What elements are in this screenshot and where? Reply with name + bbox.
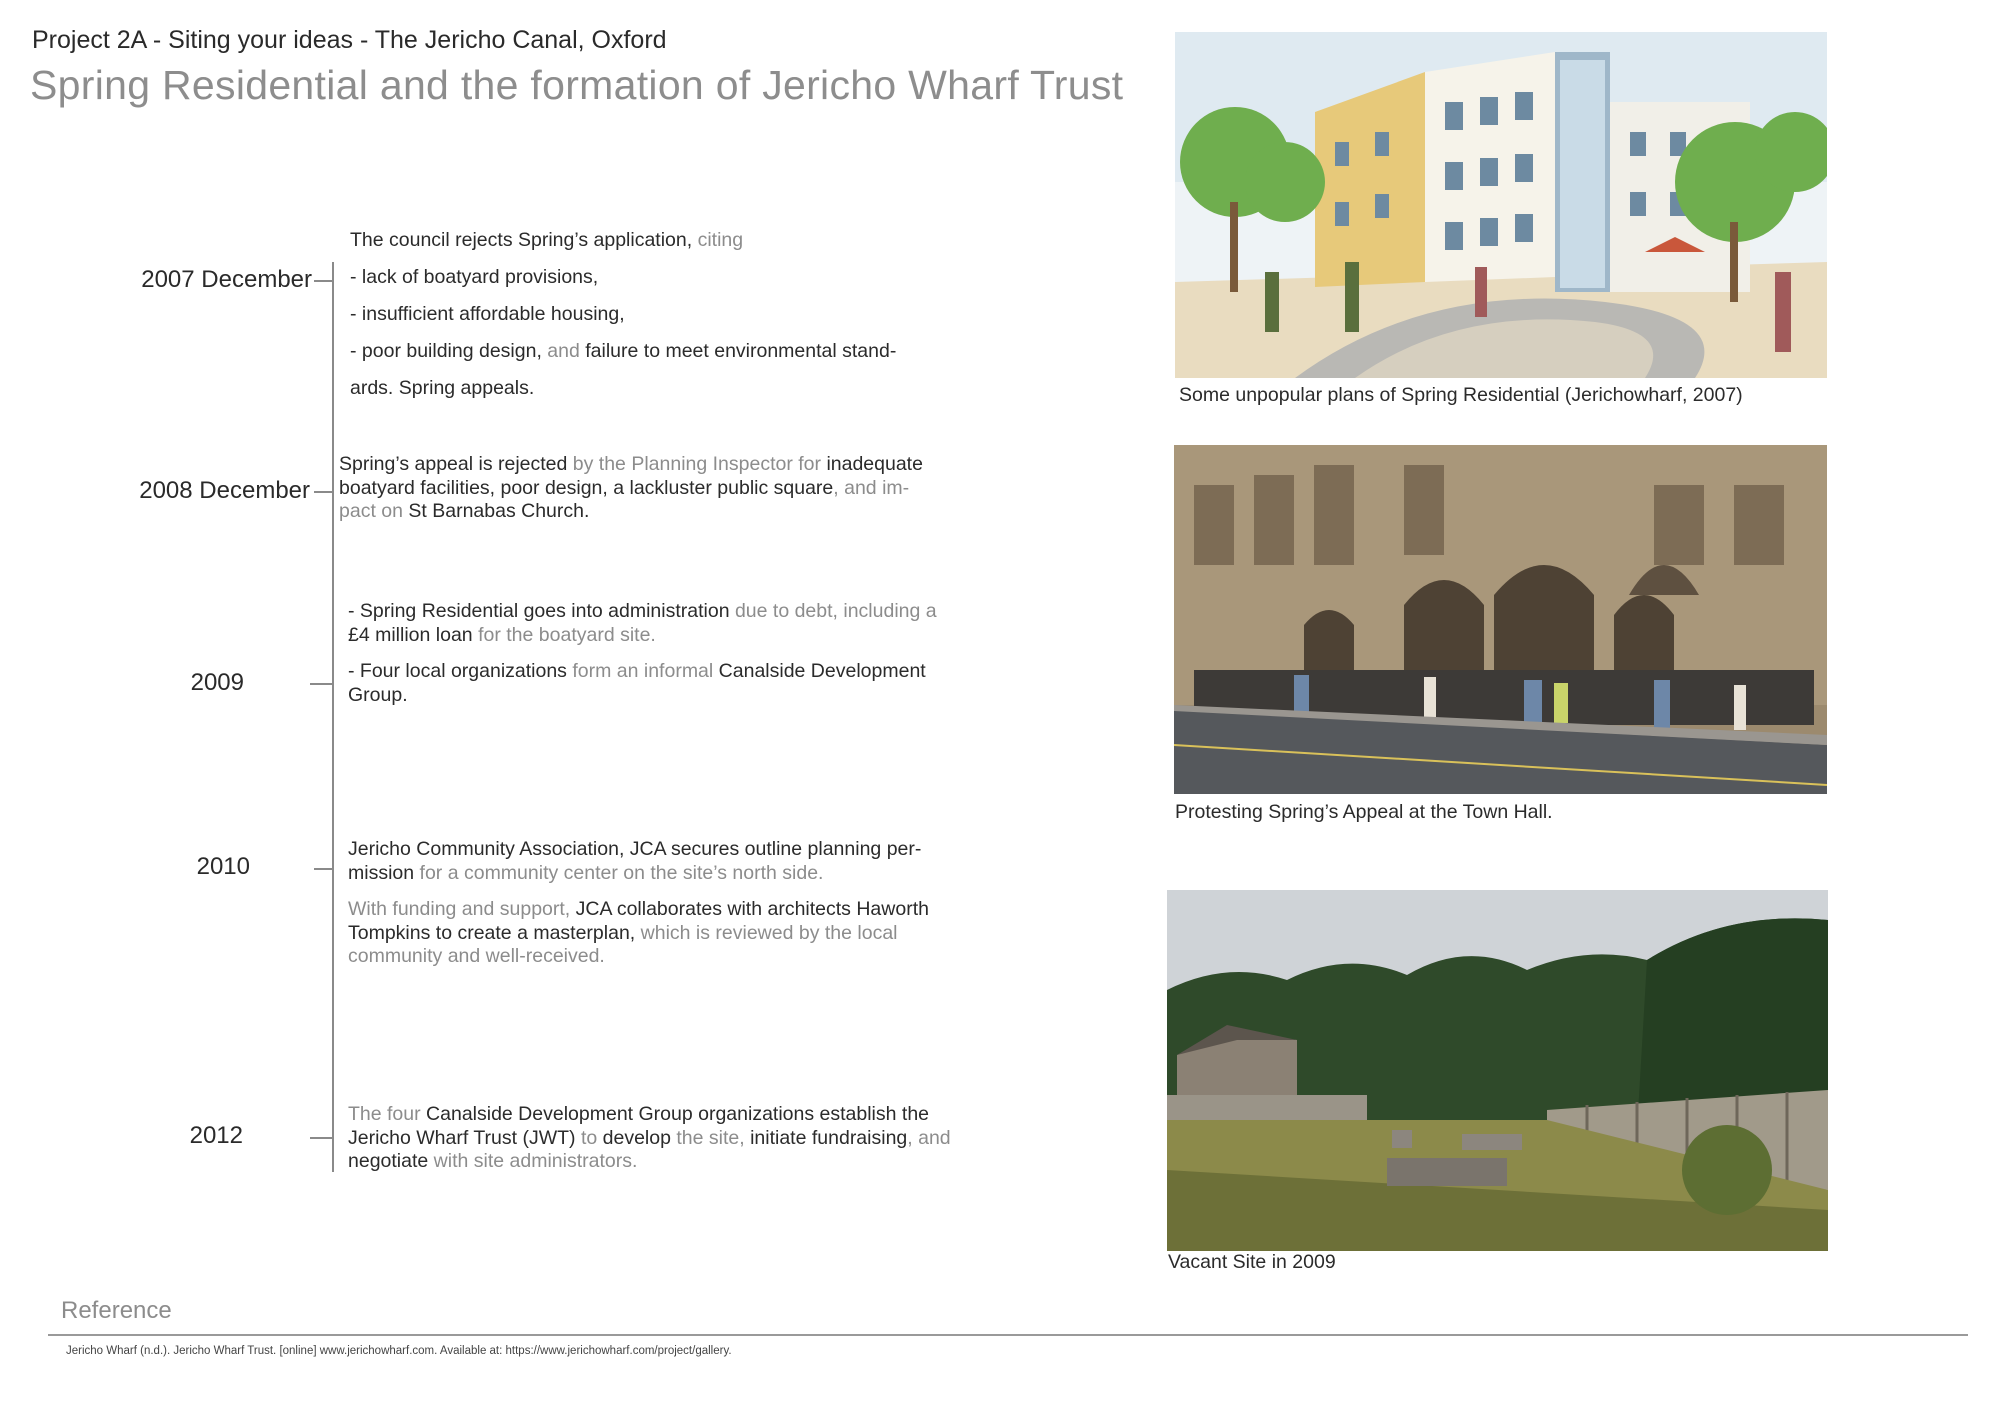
timeline-text-line [348, 945, 1048, 969]
timeline-text-line [350, 259, 1050, 296]
timeline-text-muted: for a community center on the site’s north side. [419, 861, 824, 884]
timeline-text-emphasis: - lack of boatyard provisions, [350, 266, 599, 288]
timeline-text-emphasis: JCA collaborates with architects Haworth [575, 898, 929, 920]
timeline-text-muted: by the Planning Inspector for [572, 453, 827, 475]
timeline-text-muted: The four [348, 1103, 427, 1125]
timeline-text-emphasis: develop [602, 1126, 677, 1149]
timeline-text-line [348, 838, 1048, 862]
timeline-text-muted: pact on [339, 500, 409, 522]
spring-plan-illustration [1175, 32, 1827, 378]
timeline-tick [314, 491, 334, 493]
timeline-text-muted: , and [907, 1126, 951, 1149]
timeline-text-muted: which is reviewed by the local [640, 921, 898, 944]
timeline-text-muted: the site, [676, 1126, 751, 1149]
timeline-tick [310, 683, 332, 685]
timeline-text-line [350, 222, 1050, 259]
timeline-text-emphasis: Spring’s appeal is rejected [339, 453, 573, 475]
timeline-text-line [348, 1150, 1048, 1174]
timeline-entry-2008 [339, 453, 1039, 524]
timeline-year-2010: 2010 [196, 853, 250, 880]
timeline-text-emphasis: inadequate [826, 453, 923, 475]
timeline-text-emphasis: initiate fundraising [750, 1126, 908, 1149]
timeline-year-2007: 2007 December [141, 266, 312, 293]
reference-heading: Reference [61, 1297, 172, 1324]
timeline-text-muted: with site administrators. [433, 1150, 638, 1172]
timeline-text-muted: to [580, 1126, 603, 1149]
project-title: Project 2A - Siting your ideas - The Jericho Canal, Oxford [32, 26, 667, 54]
timeline-text-line [350, 296, 1050, 333]
timeline-text-muted: and [547, 340, 586, 362]
timeline-text-emphasis: Canalside Development Group organizations establish the [426, 1103, 930, 1125]
timeline-text-emphasis: ards. Spring appeals. [350, 377, 535, 399]
protest-caption: Protesting Spring’s Appeal at the Town Hall. [1175, 801, 1553, 823]
timeline-text-muted: for the boatyard site. [478, 623, 656, 646]
timeline-year-2009: 2009 [190, 669, 244, 696]
timeline-text-muted: community and well-received. [348, 945, 605, 967]
timeline-text-muted: due to debt, including a [734, 600, 937, 622]
timeline-text-line [350, 370, 1050, 407]
timeline-text-emphasis: St Barnabas Church. [408, 500, 590, 522]
timeline-entry-2012 [348, 1103, 1048, 1174]
timeline-entry-2009 [348, 600, 1048, 707]
timeline-year-2012: 2012 [189, 1122, 243, 1149]
timeline-text-line [348, 922, 1048, 946]
timeline-text-muted: citing [697, 229, 744, 251]
timeline-text-line [350, 333, 1050, 370]
timeline-text-muted: With funding and support, [348, 898, 576, 920]
timeline-text-emphasis: Canalside Development [718, 660, 926, 682]
vacant-site-photo [1167, 890, 1828, 1251]
timeline-text-emphasis: negotiate [348, 1150, 434, 1172]
timeline-text-line [339, 477, 1039, 501]
reference-divider [48, 1334, 1968, 1336]
timeline-axis [332, 262, 334, 1172]
timeline-text-emphasis: £4 million loan [348, 623, 479, 646]
timeline-text-emphasis: boatyard facilities, poor design, a lackluster public square [339, 476, 834, 499]
reference-text: Jericho Wharf (n.d.). Jericho Wharf Trust. [online] www.jerichowharf.com. Available at: https://www.jerichowharf.com/project/gallery. [66, 1345, 732, 1357]
timeline-text-emphasis: Tompkins to create a masterplan, [348, 921, 641, 944]
timeline-text-emphasis: failure to meet environmental stand- [585, 340, 897, 362]
page-title: Spring Residential and the formation of Jericho Wharf Trust [30, 62, 1124, 108]
timeline-text-emphasis: The council rejects Spring’s application, [350, 229, 698, 251]
timeline-tick [314, 868, 334, 870]
timeline-text-emphasis: - Four local organizations [348, 660, 573, 682]
timeline-tick [310, 1137, 332, 1139]
town-hall-protest-photo [1174, 445, 1827, 794]
timeline-text-line [339, 453, 1039, 477]
timeline-text-line [348, 862, 1048, 886]
timeline-text-line [348, 624, 1048, 648]
timeline-text-emphasis: Jericho Wharf Trust (JWT) [348, 1126, 581, 1149]
timeline-tick [314, 280, 334, 282]
timeline-year-2008: 2008 December [139, 477, 310, 504]
timeline-text-line [348, 660, 1048, 684]
timeline-text-emphasis: - Spring Residential goes into administration [348, 600, 735, 622]
timeline-text-emphasis: - poor building design, [350, 340, 548, 362]
timeline-text-emphasis: Group. [348, 683, 408, 706]
timeline-text-emphasis: Jericho Community Association, JCA secures outline planning per- [348, 838, 922, 860]
timeline-text-line [348, 1127, 1048, 1151]
timeline-text-line [348, 1103, 1048, 1127]
timeline-text-emphasis: - insufficient affordable housing, [350, 303, 625, 325]
timeline-text-muted: , and im- [833, 476, 910, 499]
timeline-text-muted: form an informal [572, 660, 719, 682]
timeline-entry-2010 [348, 838, 1048, 969]
plan-caption: Some unpopular plans of Spring Residential (Jerichowharf, 2007) [1179, 384, 1743, 406]
timeline-text-emphasis: mission [348, 861, 420, 884]
timeline-text-line [348, 898, 1048, 922]
timeline-text-line [348, 600, 1048, 624]
timeline-text-line [348, 684, 1048, 708]
timeline-text-line [339, 500, 1039, 524]
site-caption: Vacant Site in 2009 [1168, 1251, 1336, 1273]
timeline-entry-2007 [350, 222, 1050, 407]
